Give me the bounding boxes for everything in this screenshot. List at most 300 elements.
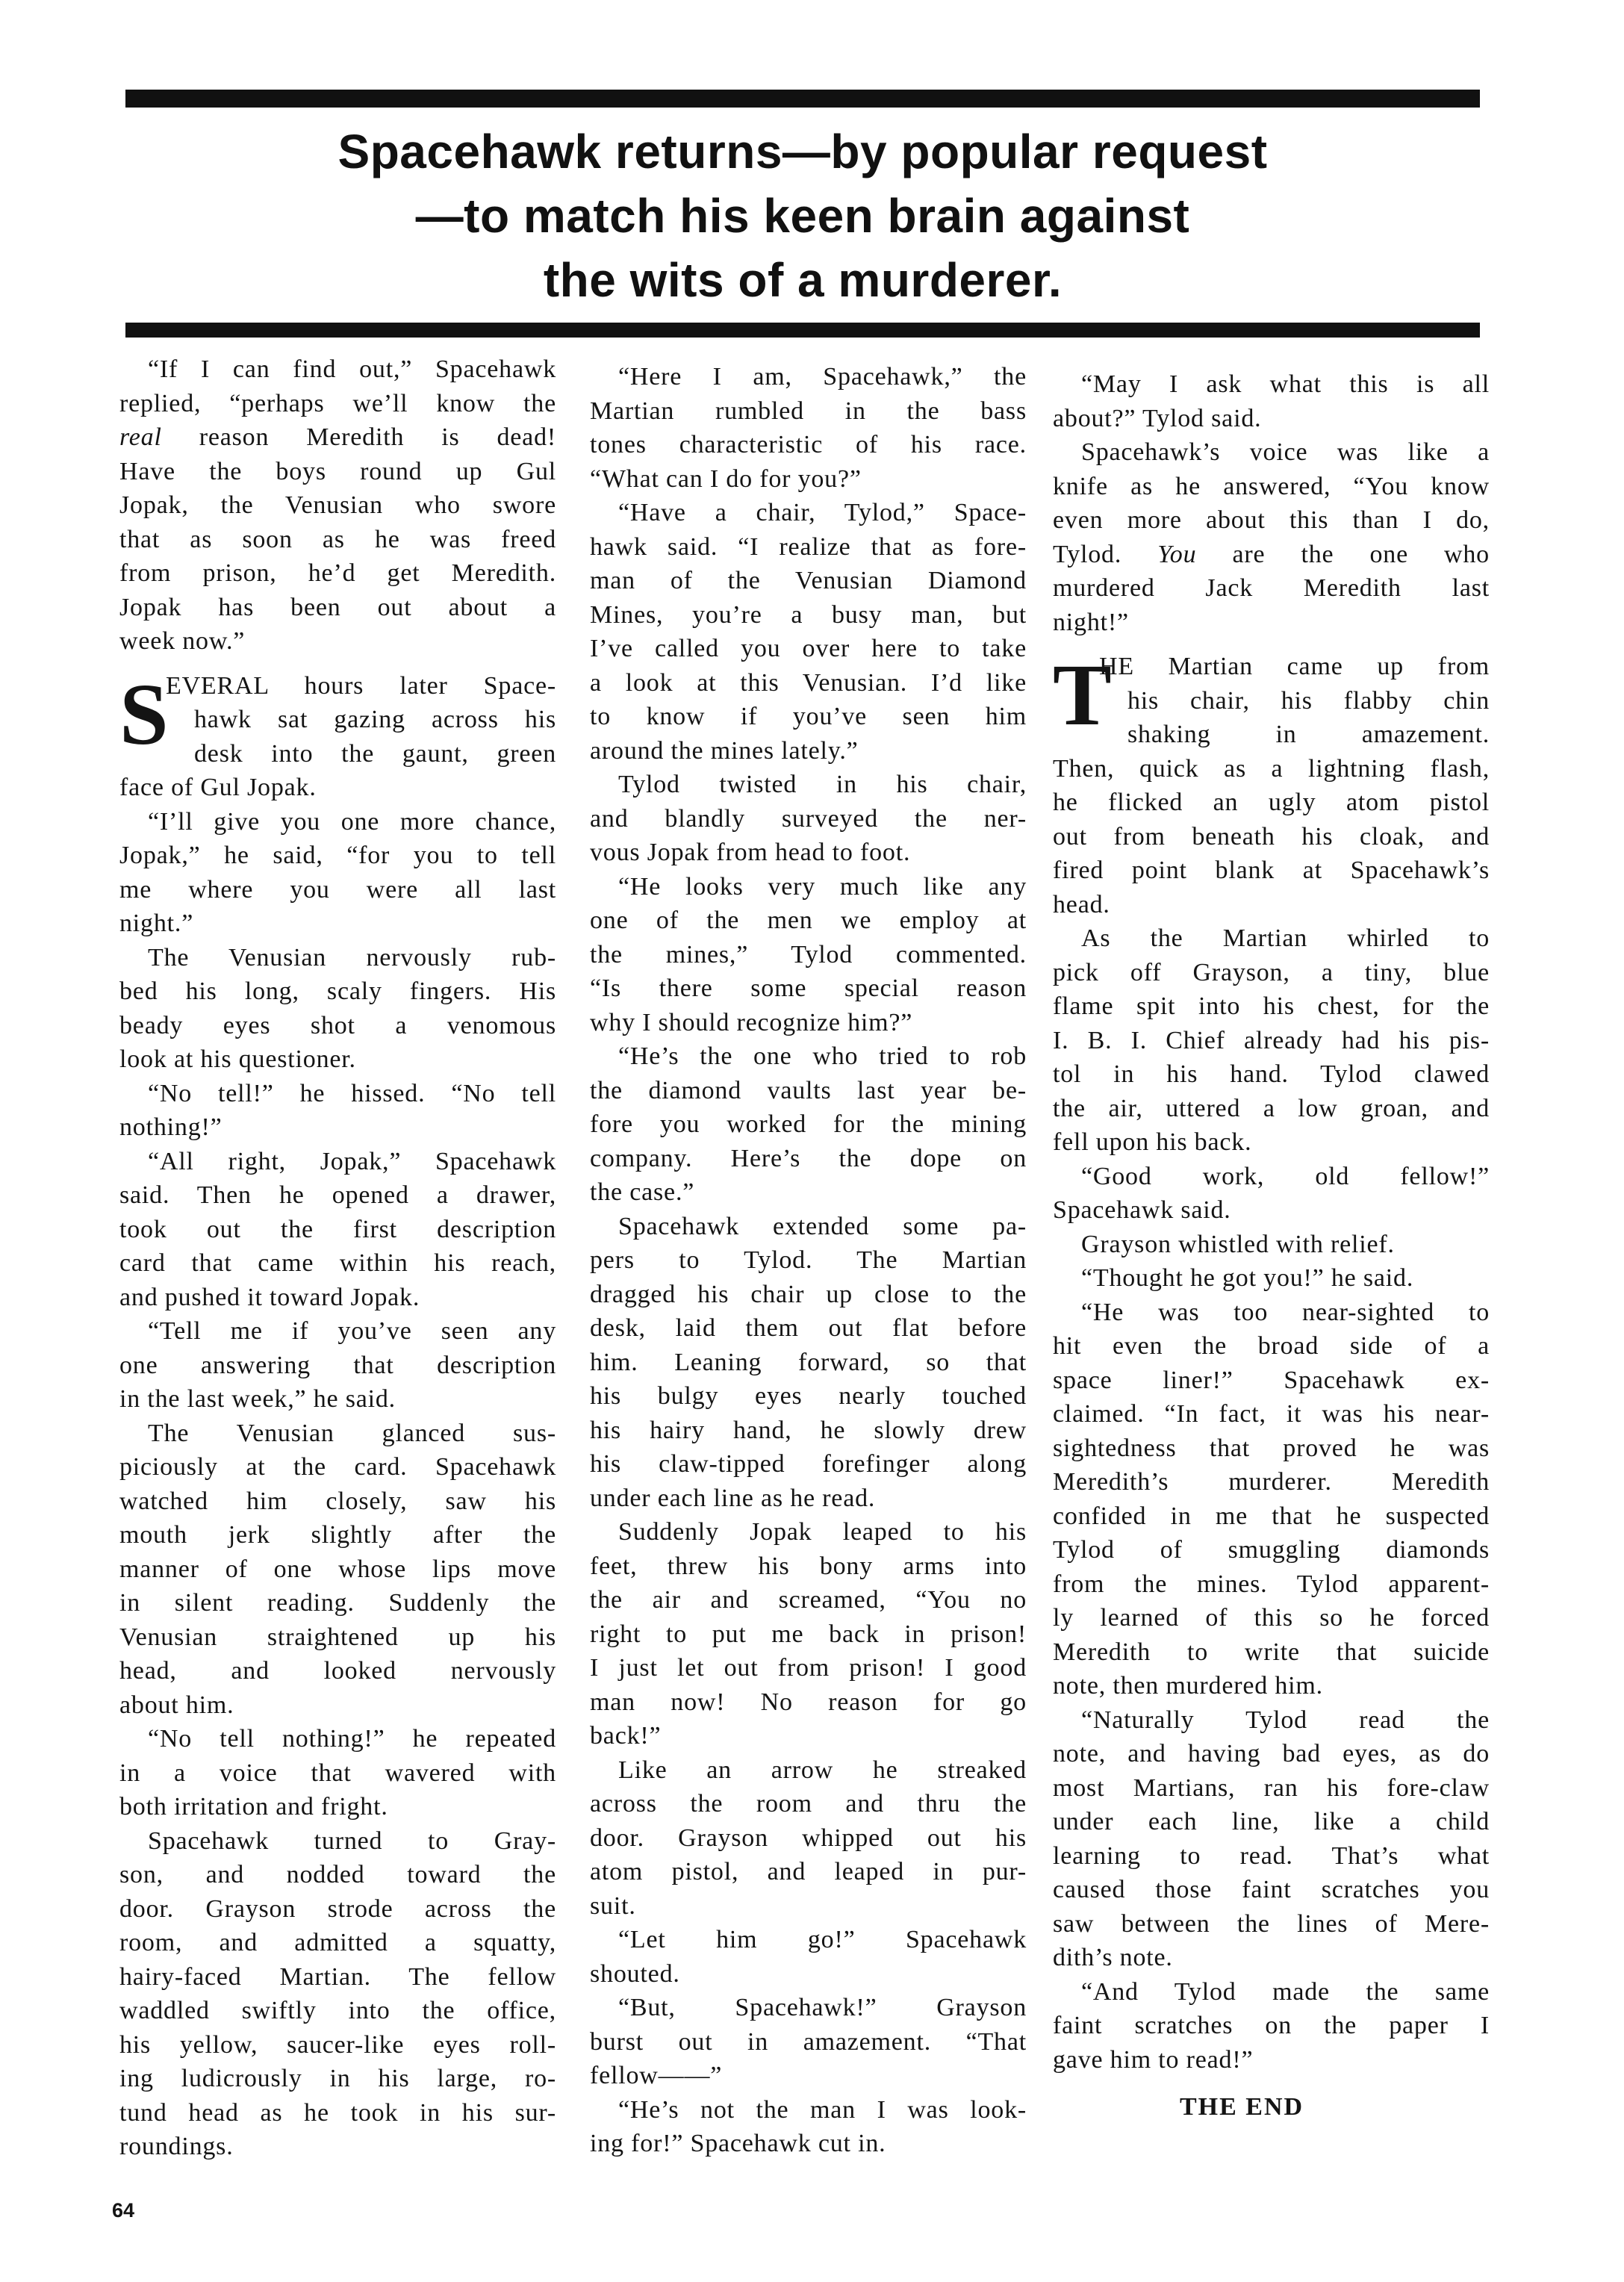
text-line	[590, 1243, 1027, 1278]
text-line	[1053, 1261, 1490, 1296]
text-line	[119, 907, 556, 941]
line-text: the mines,” Tylod commented.	[590, 940, 1027, 969]
line-text: Spacehawk extended some pa-	[618, 1212, 1027, 1240]
text-line	[1053, 1941, 1490, 1975]
text-line	[119, 1960, 556, 1995]
line-text: door. Grayson whipped out his	[590, 1824, 1027, 1852]
line-text: hawk said. “I realize that as fore-	[590, 532, 1027, 561]
text-line	[590, 1278, 1027, 1312]
text-line	[119, 1009, 556, 1043]
line-text: me where you were all last	[119, 875, 556, 904]
text-line	[590, 462, 1027, 497]
line-text: mouth jerk slightly after the	[119, 1521, 556, 1549]
text-line	[1053, 650, 1490, 684]
line-text: atom pistol, and leaped in pur-	[590, 1858, 1027, 1885]
text-line	[1053, 1125, 1490, 1160]
line-text: burst out in amazement. “That	[590, 2027, 1027, 2056]
text-line	[119, 556, 556, 591]
line-text: about?” Tylod said.	[1053, 404, 1262, 432]
line-text: that as soon as he was freed	[119, 525, 556, 553]
line-text: faint scratches on the paper I	[1053, 2012, 1490, 2039]
text-line	[590, 1311, 1027, 1346]
text-line	[1053, 1975, 1490, 2009]
line-text: “He was too near-sighted to	[1081, 1298, 1490, 1326]
text-line	[1053, 1601, 1490, 1635]
text-line	[590, 1515, 1027, 1549]
text-line	[590, 1074, 1027, 1108]
bottom-rule	[125, 323, 1480, 338]
text-line	[119, 420, 556, 455]
line-text: EVERAL hours later Space-	[166, 671, 556, 700]
line-text: “Have a chair, Tylod,” Space-	[618, 499, 1027, 526]
line-text: Mines, you’re a busy man, but	[590, 600, 1027, 629]
text-line	[1053, 2009, 1490, 2043]
italic-text: You	[1157, 540, 1197, 568]
line-text: room, and admitted a squatty,	[119, 1929, 556, 1956]
text-line	[1053, 1228, 1490, 1262]
line-text: Meredith to write that suicide	[1053, 1638, 1490, 1666]
text-line	[119, 2096, 556, 2130]
line-text: shouted.	[590, 1959, 680, 1988]
line-text: and pushed it toward Jopak.	[119, 1283, 420, 1311]
text-line	[119, 873, 556, 907]
line-text: night!”	[1053, 608, 1129, 636]
line-text: “Let him go!” Spacehawk	[618, 1926, 1027, 1953]
text-line	[590, 938, 1027, 972]
text-line	[1053, 1839, 1490, 1874]
text-line	[119, 2028, 556, 2062]
text-line	[590, 971, 1027, 1006]
line-text: door. Grayson strode across the	[119, 1894, 556, 1923]
text-line	[590, 598, 1027, 632]
text-line	[590, 904, 1027, 938]
line-text: man of the Venusian Diamond	[590, 567, 1027, 594]
line-text: his bulgy eyes nearly touched	[590, 1382, 1027, 1410]
line-text: dragged his chair up close to the	[590, 1280, 1027, 1308]
line-text: I. B. I. Chief already had his pis-	[1053, 1026, 1490, 1054]
text-line	[590, 1889, 1027, 1924]
line-text: card that came within his reach,	[119, 1249, 556, 1277]
line-text: his hairy hand, he slowly drew	[590, 1416, 1027, 1444]
text-line	[119, 2062, 556, 2096]
line-text: tol in his hand. Tylod clawed	[1053, 1060, 1490, 1088]
text-line	[119, 771, 556, 805]
line-text: “And Tylod made the same	[1081, 1977, 1490, 2006]
line-text: he flicked an ugly atom pistol	[1053, 789, 1490, 816]
text-line	[1053, 1024, 1490, 1058]
text-line	[1053, 571, 1490, 606]
text-line	[119, 1382, 556, 1417]
text-line	[1053, 1092, 1490, 1126]
text-line	[119, 1620, 556, 1655]
text-line	[119, 1484, 556, 1519]
text-line	[590, 1753, 1027, 1788]
text-line	[1053, 402, 1490, 436]
line-text: “No tell!” he hissed. “No tell	[148, 1079, 556, 1107]
text-line	[1053, 956, 1490, 990]
line-text: learning to read. That’s what	[1053, 1841, 1490, 1870]
text-line	[119, 1688, 556, 1723]
text-line	[590, 1787, 1027, 1821]
line-text: “Naturally Tylod read the	[1081, 1706, 1490, 1734]
text-line	[119, 591, 556, 625]
paragraph-block	[1053, 367, 1490, 639]
text-line	[1053, 921, 1490, 956]
text-line	[119, 1722, 556, 1756]
text-line	[590, 2025, 1027, 2059]
page-number: 64	[112, 2199, 135, 2222]
line-text: hit even the broad side of a	[1053, 1332, 1490, 1360]
text-line	[590, 700, 1027, 734]
headline-line-2: —to match his keen brain against	[415, 189, 1190, 243]
top-rule	[125, 90, 1480, 108]
text-line	[590, 1175, 1027, 1210]
text-line	[119, 941, 556, 975]
column-1	[119, 352, 556, 2164]
line-text: about him.	[119, 1691, 234, 1719]
line-text: “But, Spacehawk!” Grayson	[618, 1994, 1027, 2021]
line-text: claimed. “In fact, it was his near-	[1053, 1400, 1490, 1428]
text-line	[590, 1583, 1027, 1617]
line-text: “May I ask what this is all	[1081, 370, 1490, 398]
drop-cap: S	[119, 665, 169, 763]
line-text: to know if you’ve seen him	[590, 703, 1027, 730]
line-text: suit.	[590, 1891, 636, 1920]
text-line	[119, 1178, 556, 1213]
line-text: across the room and thru the	[590, 1790, 1027, 1818]
text-line	[1053, 684, 1490, 718]
text-line	[590, 496, 1027, 530]
line-text: note, then murdered him.	[1053, 1672, 1323, 1700]
line-text: fore you worked for the mining	[590, 1110, 1027, 1138]
line-text: the air, uttered a low groan, and	[1053, 1094, 1490, 1122]
line-text: night.”	[119, 910, 194, 937]
line-text: tund head as he took in his sur-	[119, 2098, 556, 2127]
text-line	[590, 1685, 1027, 1720]
text-line	[1053, 1364, 1490, 1398]
text-line	[1053, 367, 1490, 402]
line-text: beady eyes shot a venomous	[119, 1011, 556, 1039]
line-text: the diamond vaults last year be-	[590, 1076, 1027, 1104]
text-line	[119, 669, 556, 703]
text-line	[119, 1756, 556, 1791]
line-text: fell upon his back.	[1053, 1128, 1252, 1156]
text-line	[1053, 786, 1490, 820]
line-text: “He’s the one who tried to rob	[618, 1042, 1027, 1070]
column-2	[590, 360, 1027, 2161]
text-line	[1053, 1737, 1490, 1771]
text-line	[590, 768, 1027, 802]
line-text: his claw-tipped forefinger along	[590, 1450, 1027, 1478]
line-text: out from beneath his cloak, and	[1053, 822, 1490, 851]
line-text: pers to Tylod. The Martian	[590, 1246, 1027, 1274]
line-text: a look at this Venusian. I’d like	[590, 668, 1027, 697]
line-text: both irritation and fright.	[119, 1793, 388, 1821]
text-line	[1053, 854, 1490, 888]
text-line	[1053, 503, 1490, 538]
line-text: the air and screamed, “You no	[590, 1586, 1027, 1614]
line-text: look at his questioner.	[119, 1045, 356, 1073]
text-line	[590, 1414, 1027, 1448]
line-text: “Here I am, Spacehawk,” the	[618, 363, 1027, 391]
line-text: ly learned of this so he forced	[1053, 1604, 1490, 1632]
line-text: I just let out from prison! I good	[590, 1654, 1027, 1682]
line-text: “No tell nothing!” he repeated	[148, 1725, 556, 1753]
line-text: shaking in amazement.	[1127, 721, 1490, 748]
line-text: the case.”	[590, 1178, 695, 1206]
text-line	[1053, 1805, 1490, 1839]
line-text: manner of one whose lips move	[119, 1555, 556, 1583]
line-text: dith’s note.	[1053, 1944, 1173, 1971]
line-text: desk, laid them out flat before	[590, 1314, 1027, 1342]
text-line	[119, 1349, 556, 1383]
text-line	[119, 488, 556, 523]
text-line	[1053, 435, 1490, 470]
line-text: knife as he answered, “You know	[1053, 472, 1490, 500]
line-text: head, and looked nervously	[119, 1657, 556, 1685]
text-line	[590, 1142, 1027, 1176]
line-text: murdered Jack Meredith last	[1053, 574, 1490, 602]
text-line	[590, 564, 1027, 598]
line-text: under each line, like a child	[1053, 1808, 1490, 1835]
text-line	[119, 1077, 556, 1111]
line-text: The Venusian nervously rub-	[148, 943, 556, 971]
line-text: ing ludicrously in his large, ro-	[119, 2065, 556, 2092]
line-text: piciously at the card. Spacehawk	[119, 1453, 556, 1481]
text-line	[1053, 1703, 1490, 1738]
line-text: replied, “perhaps we’ll know the	[119, 389, 556, 417]
paragraph-block-drop-cap	[1053, 646, 1490, 2077]
text-line	[119, 2130, 556, 2164]
text-line	[119, 1145, 556, 1179]
text-line	[119, 624, 556, 659]
text-line	[119, 1586, 556, 1620]
line-text: “If I can find out,” Spacehawk	[148, 355, 556, 383]
line-text: Tylod of smuggling diamonds	[1053, 1536, 1490, 1564]
text-line	[1053, 752, 1490, 786]
text-line	[1053, 1533, 1490, 1567]
text-line	[590, 1107, 1027, 1142]
line-text: Spacehawk’s voice was like a	[1081, 438, 1490, 466]
line-text: I’ve called you over here to take	[590, 635, 1027, 662]
line-text: “Good work, old fellow!”	[1081, 1162, 1490, 1190]
text-line	[590, 802, 1027, 836]
line-text: head.	[1053, 890, 1110, 918]
line-text: tones characteristic of his race.	[590, 431, 1027, 458]
text-line	[590, 1447, 1027, 1482]
paragraph-block	[119, 352, 556, 659]
text-line	[590, 632, 1027, 666]
line-text: Have the boys round up Gul	[119, 457, 556, 485]
line-text: “I’ll give you one more chance,	[148, 807, 556, 836]
text-line	[590, 1923, 1027, 1957]
line-text: in a voice that wavered with	[119, 1759, 556, 1787]
line-text: waddled swiftly into the office,	[119, 1997, 556, 2024]
line-text: why I should recognize him?”	[590, 1008, 913, 1036]
line-text: caused those faint scratches you	[1053, 1876, 1490, 1903]
text-line	[119, 839, 556, 873]
text-line	[590, 2059, 1027, 2093]
drop-cap: T	[1053, 646, 1113, 744]
text-line	[590, 836, 1027, 870]
line-text: one of the men we employ at	[590, 907, 1027, 934]
line-text: reason Meredith is dead!	[161, 423, 556, 451]
text-line	[590, 2093, 1027, 2127]
line-text: from the mines. Tylod apparent-	[1053, 1570, 1490, 1598]
line-text: under each line as he read.	[590, 1484, 876, 1512]
line-text: said. Then he opened a drawer,	[119, 1181, 556, 1209]
text-line	[119, 737, 556, 771]
text-line	[119, 1892, 556, 1927]
text-line	[1053, 1465, 1490, 1499]
line-text: roundings.	[119, 2133, 234, 2160]
text-line	[1053, 1057, 1490, 1092]
text-line	[590, 428, 1027, 462]
line-text: Like an arrow he streaked	[618, 1756, 1027, 1784]
line-text: Suddenly Jopak leaped to his	[618, 1518, 1027, 1546]
line-text: space liner!” Spacehawk ex-	[1053, 1366, 1490, 1394]
line-text: watched him closely, saw his	[119, 1487, 556, 1515]
text-line	[1053, 718, 1490, 752]
line-text: took out the first description	[119, 1215, 556, 1243]
line-text: note, and having bad eyes, as do	[1053, 1740, 1490, 1768]
line-text: Tylod twisted in his chair,	[618, 771, 1027, 798]
text-line	[1053, 1499, 1490, 1534]
text-line	[119, 455, 556, 489]
text-line	[119, 352, 556, 387]
text-line	[590, 1719, 1027, 1753]
line-text: Jopak, the Venusian who swore	[119, 491, 556, 519]
line-text: face of Gul Jopak.	[119, 774, 317, 801]
text-line	[119, 1926, 556, 1960]
line-text: bed his long, scaly fingers. His	[119, 977, 556, 1005]
headline-line-3: the wits of a murderer.	[543, 253, 1063, 307]
text-line	[119, 1042, 556, 1077]
text-line	[1053, 470, 1490, 504]
text-line	[590, 870, 1027, 904]
line-text: even more about this than I do,	[1053, 506, 1490, 534]
line-text: pick off Grayson, a tiny, blue	[1053, 958, 1490, 986]
line-text: Venusian straightened up his	[119, 1623, 556, 1651]
line-text: most Martians, ran his fore-claw	[1053, 1773, 1490, 1802]
text-line	[590, 394, 1027, 429]
paragraph-block-drop-cap	[119, 665, 556, 2164]
text-line	[119, 1110, 556, 1145]
line-text: sightedness that proved he was	[1053, 1434, 1490, 1462]
the-end-label: THE END	[1180, 2093, 1304, 2121]
text-line	[590, 1346, 1027, 1380]
text-line	[1053, 2043, 1490, 2077]
line-text: Then, quick as a lightning flash,	[1053, 754, 1490, 783]
text-line	[1053, 989, 1490, 1024]
headline-line-1: Spacehawk returns—by popular request	[337, 125, 1268, 178]
line-text: flame spit into his chest, for the	[1053, 992, 1490, 1020]
line-text: ing for!” Spacehawk cut in.	[590, 2130, 886, 2157]
line-text: Meredith’s murderer. Meredith	[1053, 1468, 1490, 1496]
text-line	[119, 387, 556, 421]
line-text: Jopak,” he said, “for you to tell	[119, 842, 556, 869]
text-line	[1053, 888, 1490, 922]
text-line	[590, 360, 1027, 394]
line-text: are the one who	[1196, 540, 1490, 568]
text-line	[1053, 1567, 1490, 1602]
text-line	[1053, 1193, 1490, 1228]
text-line	[1053, 1431, 1490, 1466]
line-text: fired point blank at Spacehawk’s	[1053, 856, 1490, 884]
line-text: desk into the gaunt, green	[194, 739, 556, 768]
line-text: “All right, Jopak,” Spacehawk	[148, 1147, 556, 1175]
line-text: “He’s not the man I was look-	[618, 2095, 1027, 2124]
line-text: feet, threw his bony arms into	[590, 1552, 1027, 1580]
text-line	[590, 530, 1027, 565]
text-line	[119, 974, 556, 1009]
line-text: nothing!”	[119, 1113, 223, 1141]
line-text: fellow——”	[590, 2062, 723, 2089]
line-text: “He looks very much like any	[618, 872, 1027, 901]
text-line	[590, 1039, 1027, 1074]
line-text: Spacehawk said.	[1053, 1196, 1231, 1224]
line-text: “What can I do for you?”	[590, 464, 862, 493]
text-line	[119, 1994, 556, 2028]
text-line	[119, 1246, 556, 1281]
text-line	[1053, 820, 1490, 854]
text-line	[590, 2127, 1027, 2161]
text-line	[590, 1651, 1027, 1685]
line-text: Martian rumbled in the bass	[590, 397, 1027, 425]
line-text: and blandly surveyed the ner-	[590, 804, 1027, 833]
text-line	[590, 666, 1027, 700]
text-line	[1053, 1397, 1490, 1431]
text-line	[590, 1855, 1027, 1889]
text-line	[590, 1617, 1027, 1652]
column-3	[1053, 367, 1490, 2124]
text-line	[119, 1213, 556, 1247]
line-text: right to put me back in prison!	[590, 1620, 1027, 1648]
text-line	[1053, 1329, 1490, 1364]
italic-text: real	[119, 423, 162, 451]
line-text: saw between the lines of Mere-	[1053, 1909, 1490, 1938]
line-text: hairy-faced Martian. The fellow	[119, 1962, 556, 1991]
text-line	[119, 523, 556, 557]
text-line	[590, 1957, 1027, 1992]
text-line	[590, 1482, 1027, 1516]
text-line	[119, 1314, 556, 1349]
text-line	[590, 1821, 1027, 1856]
line-text: week now.”	[119, 627, 246, 655]
line-text: from prison, he’d get Meredith.	[119, 559, 556, 587]
line-text: confided in me that he suspected	[1053, 1502, 1490, 1530]
text-line	[119, 703, 556, 737]
line-text: hawk sat gazing across his	[194, 706, 556, 733]
line-text: around the mines lately.”	[590, 736, 859, 765]
line-text: vous Jopak from head to foot.	[590, 839, 911, 866]
text-line	[119, 1281, 556, 1315]
line-text: “Is there some special reason	[590, 974, 1027, 1002]
text-line	[119, 1654, 556, 1688]
line-text: Tylod.	[1053, 540, 1158, 568]
text-line	[1053, 1296, 1490, 1330]
text-line	[119, 1518, 556, 1552]
line-text: Jopak has been out about a	[119, 593, 556, 621]
text-line	[1053, 1873, 1490, 1907]
line-text: his yellow, saucer-like eyes roll-	[119, 2030, 556, 2059]
line-text: company. Here’s the dope on	[590, 1144, 1027, 1172]
text-line	[119, 1824, 556, 1859]
line-text: his chair, his flabby chin	[1127, 686, 1490, 715]
line-text: him. Leaning forward, so that	[590, 1348, 1027, 1376]
text-line	[1053, 1160, 1490, 1194]
line-text: HE Martian came up from	[1099, 653, 1490, 680]
